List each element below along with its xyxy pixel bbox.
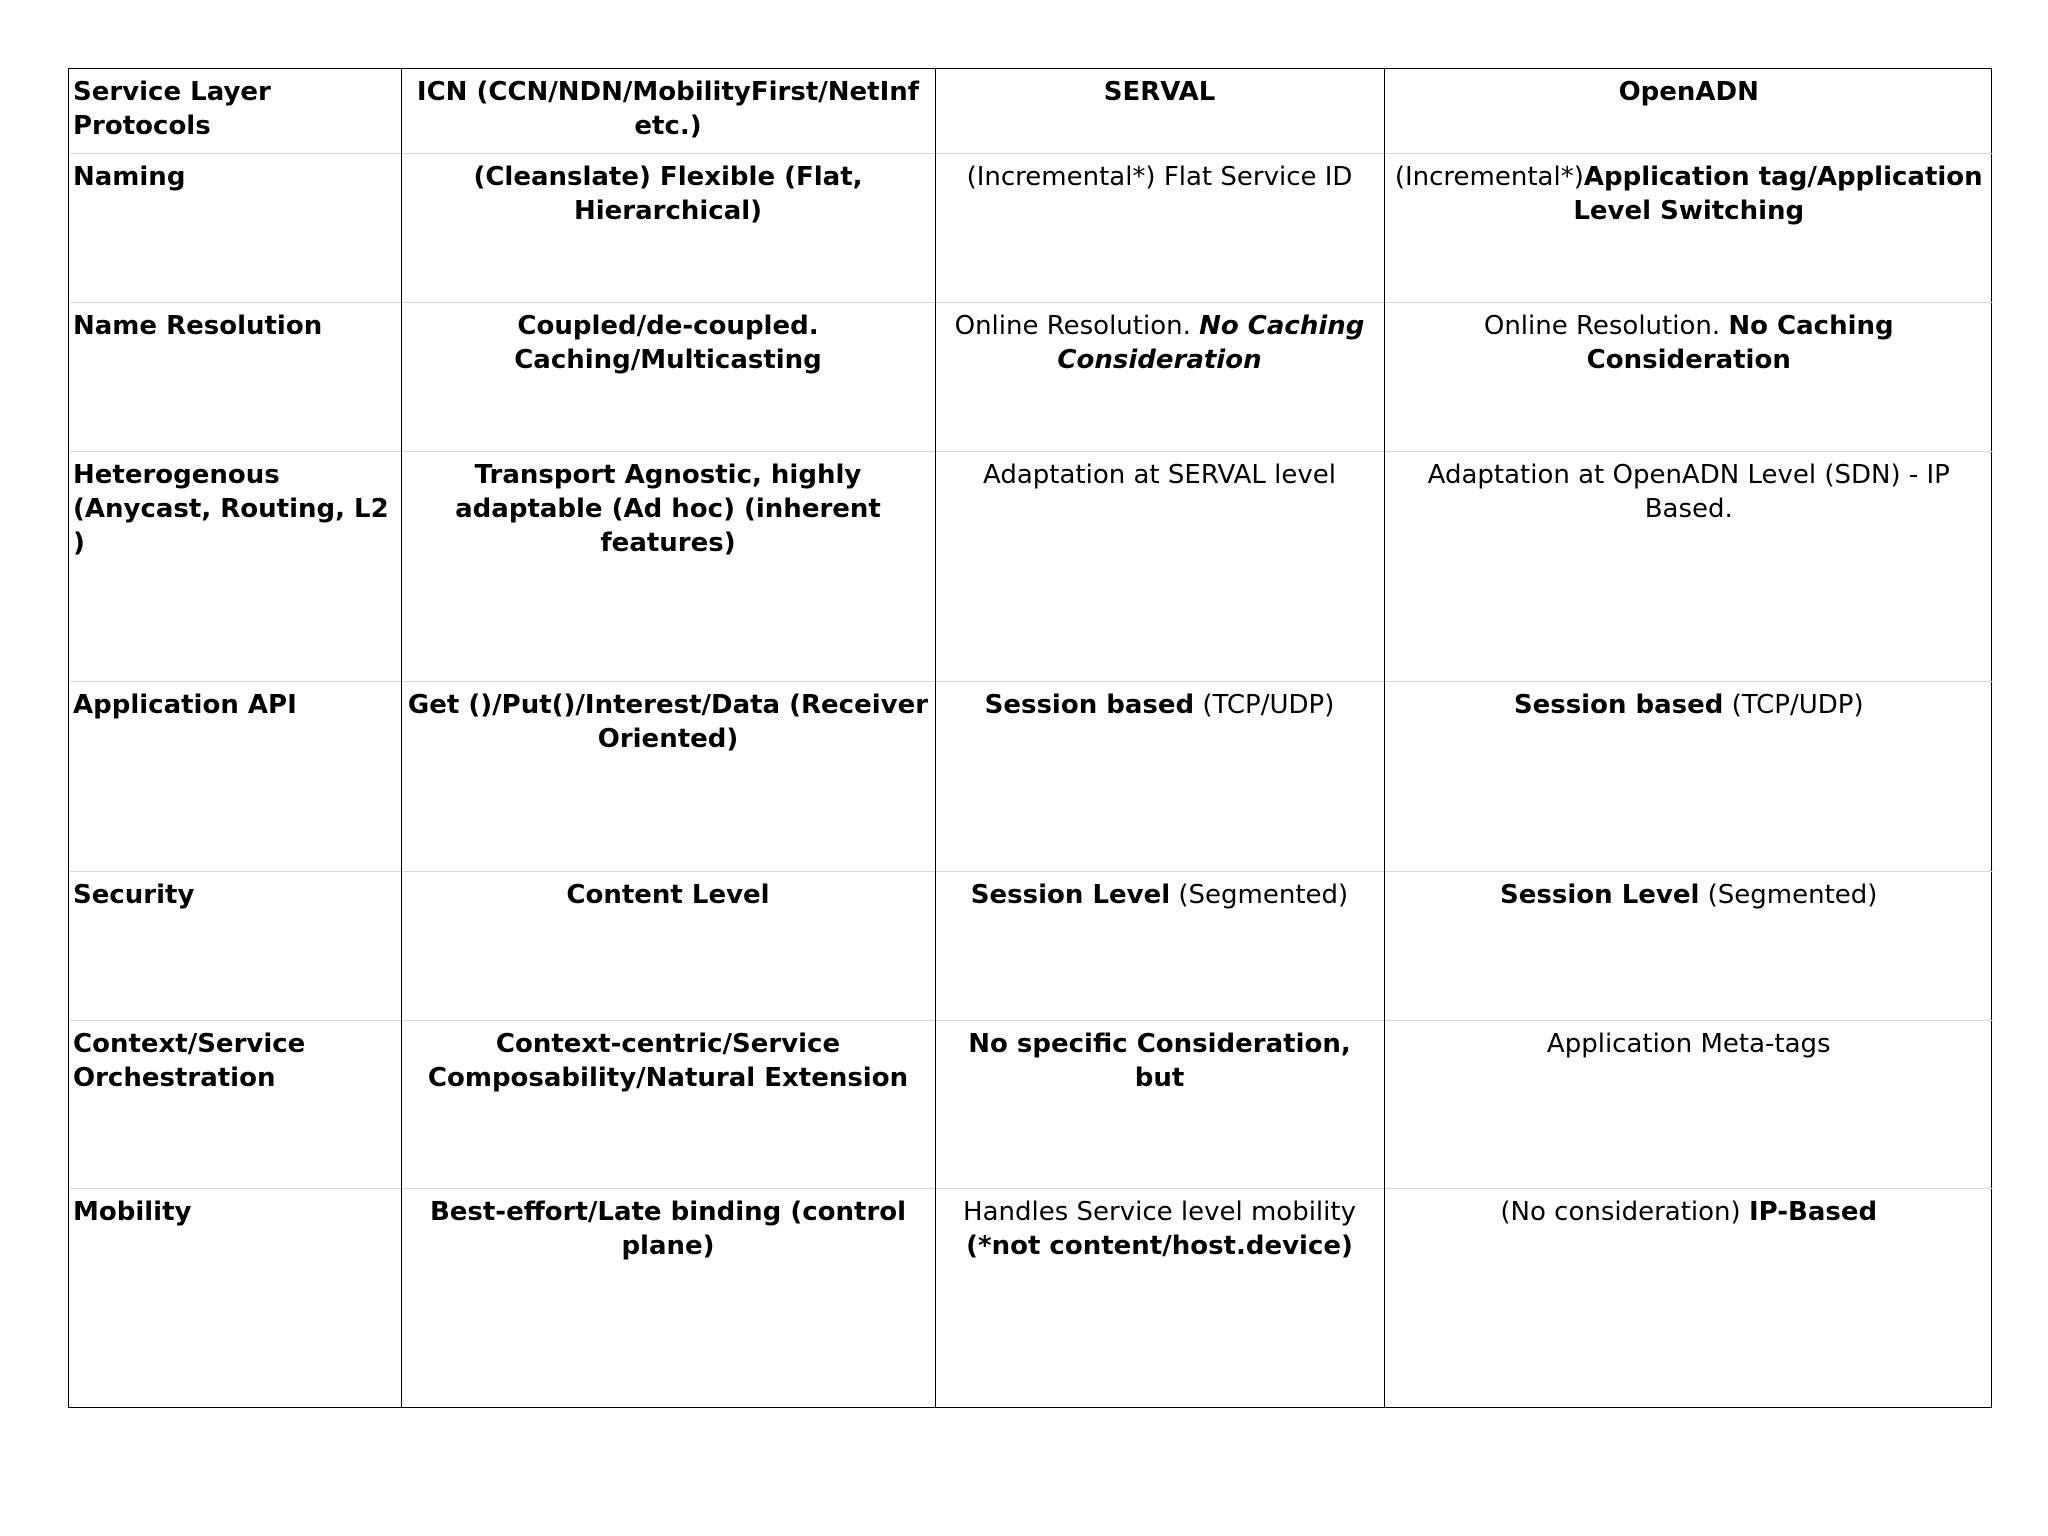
serval-mobility-bold: (*not content/host.device)	[966, 1231, 1353, 1262]
openadn-name-resolution-prefix: Online Resolution.	[1483, 310, 1729, 341]
serval-application-api-suffix: (TCP/UDP)	[1194, 689, 1335, 720]
serval-name-resolution-prefix: Online Resolution.	[954, 310, 1200, 341]
openadn-name-resolution-bold: No Caching Consideration	[1586, 310, 1894, 375]
table-row	[69, 681, 1993, 871]
openadn-mobility-bold: IP-Based	[1748, 1197, 1878, 1228]
cell-icn-naming: (Cleanslate) Flexible (Flat, Hierarchical)	[401, 153, 935, 302]
header-icn: ICN (CCN/NDN/MobilityFirst/NetInf etc.)	[401, 69, 935, 153]
cell-icn-application-api: Get ()/Put()/Interest/Data (Receiver Oriented)	[401, 681, 935, 871]
heterogenous-label-line2: (Anycast, Routing, L2 )	[73, 493, 389, 558]
cell-openadn-mobility	[1384, 1189, 1993, 1407]
cell-openadn-naming	[1384, 153, 1993, 302]
openadn-application-api-suffix: (TCP/UDP)	[1723, 689, 1864, 720]
serval-name-resolution-emphasis: No Caching Consideration	[1057, 310, 1365, 375]
cell-icn-name-resolution: Coupled/de-coupled. Caching/Multicasting	[401, 302, 935, 451]
cell-serval-application-api	[935, 681, 1384, 871]
cell-serval-heterogenous: Adaptation at SERVAL level	[935, 451, 1384, 681]
header-serval: SERVAL	[935, 69, 1384, 153]
cell-openadn-security	[1384, 872, 1993, 1021]
serval-application-api-bold: Session based	[984, 689, 1195, 720]
table-row	[69, 302, 1993, 451]
comparison-table	[69, 69, 1993, 1407]
cell-openadn-heterogenous: Adaptation at OpenADN Level (SDN) - IP Based.	[1384, 451, 1993, 681]
cell-openadn-context: Application Meta-tags	[1384, 1021, 1993, 1189]
row-label-security: Security	[69, 872, 401, 1021]
row-label-heterogenous	[69, 451, 401, 681]
openadn-mobility-prefix: (No consideration)	[1500, 1197, 1749, 1228]
table-row	[69, 1021, 1993, 1189]
serval-security-bold: Session Level	[970, 880, 1171, 911]
cell-openadn-name-resolution	[1384, 302, 1993, 451]
table-row	[69, 1189, 1993, 1407]
openadn-naming-prefix: (Incremental*)	[1394, 161, 1584, 192]
row-label-context-service-orchestration	[69, 1021, 401, 1189]
cell-serval-mobility	[935, 1189, 1384, 1407]
header-openadn: OpenADN	[1384, 69, 1993, 153]
row-label-mobility: Mobility	[69, 1189, 401, 1407]
header-service-layer-protocols: Service Layer Protocols	[73, 77, 271, 141]
table-row	[69, 872, 1993, 1021]
table-row	[69, 153, 1993, 302]
openadn-security-bold: Session Level	[1500, 880, 1700, 911]
table-header-row	[69, 69, 1993, 153]
comparison-table-frame	[68, 68, 1992, 1408]
serval-mobility-prefix: Handles Service level mobility	[963, 1197, 1356, 1228]
openadn-security-suffix: (Segmented)	[1699, 880, 1878, 911]
cell-serval-security	[935, 872, 1384, 1021]
cell-serval-name-resolution	[935, 302, 1384, 451]
table-row	[69, 451, 1993, 681]
serval-security-suffix: (Segmented)	[1170, 880, 1349, 911]
context-label-line2: Orchestration	[73, 1063, 276, 1094]
openadn-application-api-bold: Session based	[1513, 689, 1724, 720]
cell-serval-naming: (Incremental*) Flat Service ID	[935, 153, 1384, 302]
row-label-name-resolution: Name Resolution	[69, 302, 401, 451]
row-label-naming: Naming	[69, 153, 401, 302]
heterogenous-label-line1: Heterogenous	[73, 459, 280, 490]
cell-openadn-application-api	[1384, 681, 1993, 871]
cell-icn-context: Context-centric/Service Composability/Natural Extension	[401, 1021, 935, 1189]
cell-icn-security: Content Level	[401, 872, 935, 1021]
context-label-line1: Context/Service	[73, 1029, 306, 1060]
openadn-naming-bold: Application tag/Application Level Switching	[1573, 161, 1983, 226]
row-label-application-api: Application API	[69, 681, 401, 871]
cell-icn-mobility: Best-effort/Late binding (control plane)	[401, 1189, 935, 1407]
cell-serval-context: No specific Consideration, but	[935, 1021, 1384, 1189]
cell-icn-heterogenous: Transport Agnostic, highly adaptable (Ad hoc) (inherent features)	[401, 451, 935, 681]
